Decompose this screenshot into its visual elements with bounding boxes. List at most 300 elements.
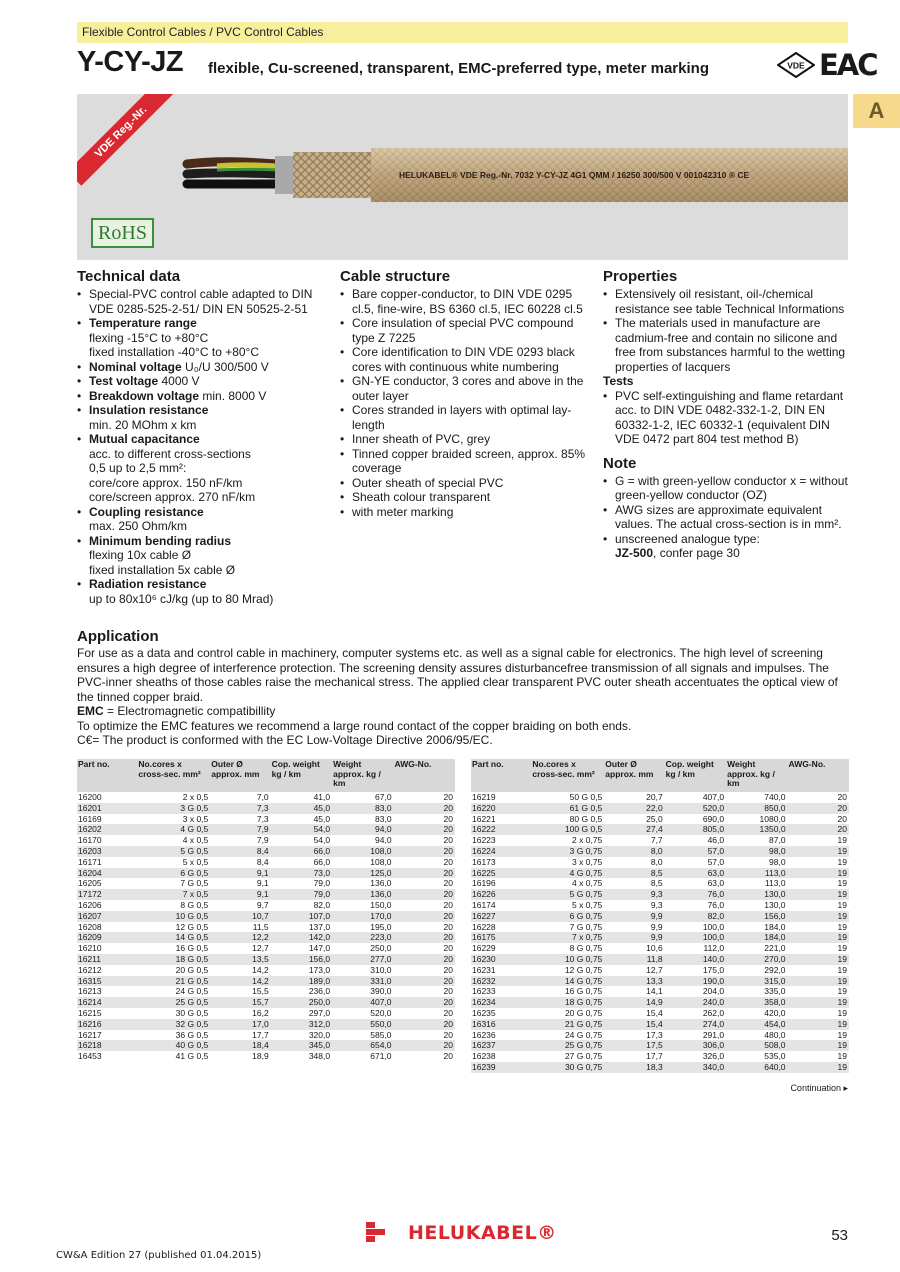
table-row bbox=[471, 911, 849, 922]
cell-part-no: 16210 bbox=[78, 943, 102, 954]
cell-copper-weight: 805,0 bbox=[665, 824, 726, 835]
edition-note: CW&A Edition 27 (published 01.04.2015) bbox=[56, 1250, 262, 1261]
cell-awg: 19 bbox=[837, 943, 847, 954]
cell-awg: 19 bbox=[788, 954, 849, 965]
table-row bbox=[77, 965, 455, 976]
cell-copper-weight: 45,0 bbox=[313, 813, 331, 824]
cell-awg: 20 bbox=[443, 899, 453, 910]
cell-outer-diameter: 27,4 bbox=[604, 824, 664, 835]
cell-part-no: 16227 bbox=[471, 911, 531, 922]
cell-cores: 7 G 0,75 bbox=[569, 921, 603, 932]
cell-outer-diameter: 8,5 bbox=[604, 868, 664, 879]
cell-cores: 4 G 0,5 bbox=[137, 824, 210, 835]
cell-copper-weight: 306,0 bbox=[665, 1040, 726, 1051]
table-row bbox=[471, 1062, 849, 1073]
cell-part-no: 16171 bbox=[78, 856, 102, 867]
cell-weight: 315,0 bbox=[726, 976, 787, 987]
cell-weight: 480,0 bbox=[764, 1029, 786, 1040]
cell-weight: 195,0 bbox=[370, 921, 392, 932]
technical-data-list bbox=[77, 287, 327, 606]
cell-cores: 5 x 0,5 bbox=[182, 856, 209, 867]
cell-cores: 16 G 0,75 bbox=[564, 986, 603, 997]
cell-cores: 12 G 0,5 bbox=[175, 921, 209, 932]
mutual-line: core/core approx. 150 nF/km bbox=[89, 475, 243, 490]
cell-copper-weight: 147,0 bbox=[308, 943, 331, 954]
cell-copper-weight: 250,0 bbox=[271, 997, 332, 1008]
cell-copper-weight: 100,0 bbox=[665, 932, 726, 943]
cell-awg: 20 bbox=[394, 1040, 455, 1051]
cell-part-no: 16205 bbox=[78, 878, 102, 889]
inner-sheath bbox=[275, 156, 295, 194]
table-row bbox=[471, 954, 849, 965]
cell-weight: 640,0 bbox=[726, 1062, 787, 1073]
breakdown-value: min. 8000 V bbox=[202, 388, 267, 403]
cell-cores: 40 G 0,5 bbox=[137, 1040, 210, 1051]
cell-part-no: 16221 bbox=[472, 813, 496, 824]
cell-part-no: 16213 bbox=[78, 986, 102, 997]
cell-outer-diameter: 17,0 bbox=[210, 1019, 270, 1030]
vde-logo-text: VDE bbox=[787, 60, 805, 71]
col-header-part: Part no. bbox=[471, 759, 531, 792]
cell-awg: 19 bbox=[837, 1051, 847, 1062]
nominal-value: U₀/U 300/500 V bbox=[185, 359, 269, 374]
list-item bbox=[77, 577, 327, 592]
cell-outer-diameter: 15,5 bbox=[252, 986, 269, 997]
mutual-line: core/screen approx. 270 nF/km bbox=[89, 490, 256, 504]
cell-awg: 19 bbox=[837, 921, 847, 932]
cell-awg: 20 bbox=[443, 943, 453, 954]
table-row bbox=[471, 792, 849, 803]
table-row bbox=[77, 803, 455, 814]
cell-awg: 20 bbox=[394, 976, 455, 987]
cell-weight: 535,0 bbox=[764, 1051, 786, 1062]
cell-awg: 20 bbox=[394, 1019, 455, 1030]
cell-weight: 87,0 bbox=[769, 835, 786, 846]
cell-weight: 250,0 bbox=[370, 943, 392, 954]
coupling-label: Coupling resistance bbox=[89, 504, 204, 519]
cell-cores: 30 G 0,75 bbox=[531, 1062, 604, 1073]
cell-cores: 4 x 0,5 bbox=[182, 835, 209, 846]
cell-part-no: 16217 bbox=[78, 1029, 102, 1040]
cell-awg: 20 bbox=[394, 997, 455, 1008]
cable-print: HELUKABEL® VDE Reg.-Nr. 7032 Y-CY-JZ 4G1 QMM / 16250 300/500 V 001042310 ® CE bbox=[399, 170, 750, 180]
cell-part-no: 16208 bbox=[78, 921, 102, 932]
cell-part-no: 16196 bbox=[472, 878, 496, 889]
list-item: • Sheath colour transparent bbox=[340, 490, 590, 505]
cell-awg: 19 bbox=[788, 1019, 849, 1030]
cell-awg: 20 bbox=[443, 792, 453, 802]
cell-part-no: 16220 bbox=[471, 803, 531, 814]
application-body: For use as a data and control cable in machinery, computer systems etc. as well as a signal cable for electronics. The high level of screening ensures a high degree of interference protection. The screening density assures disturbancefree transmission of all signals and impulses. The PVC-inner sheaths of those cables raise the mechanical stress. The applied clear transparent PVC outer sheath accentuates the optical view of the tinned copper braid. bbox=[77, 646, 838, 704]
table-row bbox=[471, 965, 849, 976]
temp-label: Temperature range bbox=[89, 316, 197, 330]
cell-part-no: 16175 bbox=[471, 932, 531, 943]
cell-awg: 19 bbox=[837, 899, 847, 910]
cell-part-no: 16200 bbox=[78, 792, 102, 802]
cell-weight: 585,0 bbox=[370, 1029, 392, 1040]
list-item: • Special-PVC control cable adapted to DIN VDE 0285-525-2-51/ DIN EN 50525-2-51 bbox=[77, 287, 327, 316]
cell-outer-diameter: 12,7 bbox=[252, 943, 269, 954]
cell-cores: 5 x 0,75 bbox=[572, 899, 603, 910]
cell-copper-weight: 175,0 bbox=[702, 964, 725, 975]
cell-cores: 100 G 0,5 bbox=[531, 824, 604, 835]
cell-awg: 19 bbox=[788, 997, 849, 1008]
breakdown-label: Breakdown voltage bbox=[89, 388, 200, 403]
cell-awg: 19 bbox=[788, 911, 849, 922]
cell-awg: 20 bbox=[443, 1029, 453, 1040]
cell-part-no: 16209 bbox=[77, 932, 137, 943]
cell-copper-weight: 137,0 bbox=[308, 921, 331, 932]
cell-cores: 25 G 0,5 bbox=[137, 997, 210, 1008]
table-row bbox=[77, 824, 455, 835]
cell-cores: 80 G 0,5 bbox=[569, 813, 603, 824]
cell-awg: 19 bbox=[788, 1062, 849, 1073]
list-item: • G = with green-yellow conductor x = without green-yellow conductor (OZ) bbox=[603, 474, 855, 503]
table-row bbox=[77, 846, 455, 857]
cell-part-no: 16236 bbox=[472, 1029, 496, 1040]
cell-weight: 358,0 bbox=[726, 997, 787, 1008]
table-row bbox=[77, 954, 455, 965]
cell-part-no: 16206 bbox=[78, 899, 102, 910]
list-item bbox=[77, 432, 327, 447]
cell-copper-weight: 520,0 bbox=[665, 803, 726, 814]
cell-cores: 50 G 0,5 bbox=[569, 792, 603, 802]
table-row bbox=[77, 922, 455, 933]
cell-cores: 16 G 0,5 bbox=[175, 943, 209, 954]
cell-weight: 83,0 bbox=[375, 813, 392, 824]
cell-weight: 277,0 bbox=[332, 954, 393, 965]
cell-part-no: 16239 bbox=[471, 1062, 531, 1073]
cell-copper-weight: 82,0 bbox=[665, 911, 726, 922]
properties-list bbox=[603, 287, 855, 374]
table-row bbox=[77, 1008, 455, 1019]
cell-weight: 98,0 bbox=[769, 856, 786, 867]
cell-weight: 407,0 bbox=[332, 997, 393, 1008]
cable-structure-list bbox=[340, 287, 590, 519]
cell-weight: 94,0 bbox=[375, 835, 392, 846]
cell-weight: 292,0 bbox=[764, 964, 786, 975]
cell-awg: 20 bbox=[394, 932, 455, 943]
cell-weight: 850,0 bbox=[726, 803, 787, 814]
cell-weight: 454,0 bbox=[726, 1019, 787, 1030]
cell-weight: 136,0 bbox=[370, 878, 392, 889]
cell-cores: 27 G 0,75 bbox=[564, 1051, 603, 1062]
cell-awg: 20 bbox=[394, 824, 455, 835]
cell-awg: 19 bbox=[788, 868, 849, 879]
list-item: • Bare copper-conductor, to DIN VDE 0295 cl.5, fine-wire, BS 6360 cl.5, IEC 60228 cl.5 bbox=[340, 287, 590, 316]
cable-image bbox=[77, 94, 848, 260]
page-subtitle: flexible, Cu-screened, transparent, EMC-preferred type, meter marking bbox=[208, 60, 709, 77]
cell-cores: 6 G 0,75 bbox=[531, 911, 604, 922]
radiation-label: Radiation resistance bbox=[89, 577, 207, 591]
cell-part-no: 16225 bbox=[471, 868, 531, 879]
cell-copper-weight: 63,0 bbox=[707, 878, 725, 889]
cell-outer-diameter: 7,3 bbox=[210, 803, 270, 814]
cell-weight: 67,0 bbox=[375, 792, 392, 802]
table-row bbox=[77, 911, 455, 922]
cell-cores: 8 G 0,75 bbox=[569, 943, 603, 954]
table-row bbox=[77, 814, 455, 825]
cell-outer-diameter: 13,5 bbox=[210, 954, 270, 965]
cell-copper-weight: 73,0 bbox=[271, 868, 332, 879]
cell-awg: 19 bbox=[788, 889, 849, 900]
cell-part-no: 16235 bbox=[472, 1007, 496, 1018]
list-item: • Outer sheath of special PVC bbox=[340, 476, 590, 491]
cell-outer-diameter: 8,0 bbox=[650, 856, 663, 867]
cell-weight: 671,0 bbox=[370, 1051, 392, 1062]
table-header-row bbox=[471, 759, 849, 792]
cell-copper-weight: 57,0 bbox=[707, 856, 725, 867]
cell-part-no: 16222 bbox=[471, 824, 531, 835]
cell-part-no: 16226 bbox=[471, 889, 531, 900]
cell-outer-diameter: 15,4 bbox=[604, 1019, 664, 1030]
cell-awg: 20 bbox=[837, 813, 847, 824]
cell-awg: 20 bbox=[394, 911, 455, 922]
cell-outer-diameter: 17,3 bbox=[646, 1029, 663, 1040]
cell-awg: 20 bbox=[443, 964, 453, 975]
bending-label: Minimum bending radius bbox=[89, 533, 232, 548]
cell-cores: 10 G 0,5 bbox=[137, 911, 210, 922]
list-item: • Extensively oil resistant, oil-/chemical resistance see table Technical Informations bbox=[603, 287, 855, 316]
cell-weight: 654,0 bbox=[332, 1040, 393, 1051]
title-row bbox=[77, 46, 877, 84]
cell-outer-diameter: 25,0 bbox=[646, 813, 663, 824]
cell-part-no: 16229 bbox=[472, 943, 496, 954]
table-row bbox=[471, 900, 849, 911]
cell-copper-weight: 63,0 bbox=[665, 868, 726, 879]
cell-cores: 14 G 0,75 bbox=[531, 976, 604, 987]
cell-awg: 19 bbox=[788, 1040, 849, 1051]
temp-fixed: fixed installation -40°C to +80°C bbox=[89, 345, 260, 359]
cell-awg: 20 bbox=[394, 889, 455, 900]
cell-cores: 24 G 0,75 bbox=[564, 1029, 603, 1040]
cell-copper-weight: 79,0 bbox=[313, 878, 331, 889]
table-row bbox=[471, 1019, 849, 1030]
table-row bbox=[77, 1040, 455, 1051]
note-tail: , confer page 30 bbox=[653, 546, 740, 560]
continuation-link[interactable]: Continuation ▸ bbox=[790, 1083, 848, 1093]
table-row bbox=[77, 1030, 455, 1041]
table-header-row bbox=[77, 759, 455, 792]
table-row bbox=[471, 889, 849, 900]
cell-copper-weight: 57,0 bbox=[665, 846, 726, 857]
test-label: Test voltage bbox=[89, 374, 159, 388]
cell-outer-diameter: 8,0 bbox=[604, 846, 664, 857]
cell-weight: 130,0 bbox=[726, 889, 787, 900]
cell-cores: 8 G 0,5 bbox=[180, 899, 209, 910]
cell-outer-diameter: 7,0 bbox=[256, 792, 269, 802]
col-header-awg: AWG-No. bbox=[394, 759, 455, 792]
cell-weight: 113,0 bbox=[764, 878, 786, 889]
bending-flex: flexing 10x cable Ø bbox=[89, 548, 192, 562]
cable-illustration bbox=[77, 94, 848, 260]
cell-weight: 310,0 bbox=[370, 964, 392, 975]
cell-cores: 7 G 0,5 bbox=[180, 878, 209, 889]
bending-fixed: fixed installation 5x cable Ø bbox=[89, 562, 236, 577]
application-section bbox=[77, 628, 852, 748]
table-row bbox=[471, 846, 849, 857]
copper-braid bbox=[293, 152, 373, 198]
cell-outer-diameter: 9,1 bbox=[256, 878, 269, 889]
cell-outer-diameter: 9,3 bbox=[604, 889, 664, 900]
cell-copper-weight: 326,0 bbox=[702, 1051, 725, 1062]
cell-copper-weight: 54,0 bbox=[313, 835, 331, 846]
col-header-awg: AWG-No. bbox=[788, 759, 849, 792]
cell-awg: 20 bbox=[443, 986, 453, 997]
section-tab[interactable]: A bbox=[853, 94, 900, 128]
note-link[interactable]: JZ-500 bbox=[615, 546, 654, 560]
cell-weight: 1080,0 bbox=[759, 813, 786, 824]
cell-part-no: 16216 bbox=[77, 1019, 137, 1030]
cell-copper-weight: 407,0 bbox=[702, 792, 725, 802]
table-row bbox=[471, 857, 849, 868]
cell-cores: 3 G 0,75 bbox=[531, 846, 604, 857]
cell-outer-diameter: 9,9 bbox=[604, 911, 664, 922]
cell-awg: 20 bbox=[443, 856, 453, 867]
cell-awg: 20 bbox=[443, 921, 453, 932]
cell-outer-diameter: 9,1 bbox=[210, 868, 270, 879]
table-row bbox=[77, 835, 455, 846]
cell-cores: 24 G 0,5 bbox=[175, 986, 209, 997]
cell-awg: 19 bbox=[788, 846, 849, 857]
list-item: • Tinned copper braided screen, approx. 85% coverage bbox=[340, 447, 590, 476]
cell-awg: 20 bbox=[394, 846, 455, 857]
note-last: unscreened analogue type: bbox=[615, 531, 760, 546]
cell-awg: 19 bbox=[837, 1029, 847, 1040]
table-row bbox=[471, 1030, 849, 1041]
technical-data-section bbox=[77, 268, 327, 606]
tests-list bbox=[603, 389, 855, 447]
cell-outer-diameter: 11,5 bbox=[252, 921, 269, 932]
coupling-value: max. 250 Ohm/km bbox=[89, 519, 188, 533]
list-item: • PVC self-extinguishing and flame retardant acc. to DIN VDE 0482-332-1-2, DIN EN 60332-1-2, IEC 60332-1 (equivalent DIN VDE 0472 part 804 test method B) bbox=[603, 389, 855, 447]
cell-outer-diameter: 18,9 bbox=[252, 1051, 269, 1062]
cell-weight: 108,0 bbox=[332, 846, 393, 857]
cell-copper-weight: 297,0 bbox=[308, 1007, 331, 1018]
cell-awg: 20 bbox=[788, 824, 849, 835]
cell-cores: 5 G 0,5 bbox=[137, 846, 210, 857]
cell-copper-weight: 54,0 bbox=[271, 824, 332, 835]
cell-cores: 2 x 0,75 bbox=[572, 835, 603, 846]
cell-outer-diameter: 7,9 bbox=[210, 824, 270, 835]
cell-outer-diameter: 18,4 bbox=[210, 1040, 270, 1051]
cell-copper-weight: 173,0 bbox=[308, 964, 331, 975]
cell-part-no: 16233 bbox=[472, 986, 496, 997]
radiation-value: up to 80x10⁶ cJ/kg (up to 80 Mrad) bbox=[89, 591, 274, 606]
list-item: • The materials used in manufacture are cadmium-free and contain no silicone and free from substances harmful to the wetting properties of lacquers bbox=[603, 316, 855, 374]
cell-cores: 32 G 0,5 bbox=[137, 1019, 210, 1030]
cell-outer-diameter: 8,4 bbox=[256, 856, 269, 867]
table-row bbox=[471, 868, 849, 879]
table-row bbox=[471, 814, 849, 825]
col-header-cop: Cop. weight kg / km bbox=[665, 759, 726, 792]
breadcrumb: Flexible Control Cables / PVC Control Cables bbox=[77, 22, 848, 43]
cell-outer-diameter: 14,2 bbox=[210, 976, 270, 987]
cell-part-no: 16218 bbox=[77, 1040, 137, 1051]
col-header-outer: Outer Ø approx. mm bbox=[210, 759, 270, 792]
mutual-label: Mutual capacitance bbox=[89, 432, 200, 446]
cell-outer-diameter: 15,4 bbox=[646, 1007, 663, 1018]
cell-weight: 113,0 bbox=[726, 868, 787, 879]
cell-copper-weight: 340,0 bbox=[665, 1062, 726, 1073]
table-row bbox=[77, 900, 455, 911]
vde-logo-icon bbox=[777, 52, 815, 78]
cell-weight: 520,0 bbox=[370, 1007, 392, 1018]
list-item: • GN-YE conductor, 3 cores and above in the outer layer bbox=[340, 374, 590, 403]
list-item bbox=[77, 374, 327, 389]
cell-copper-weight: 79,0 bbox=[271, 889, 332, 900]
list-item: • Core identification to DIN VDE 0293 black cores with continuous white numbering bbox=[340, 345, 590, 374]
table-row bbox=[77, 857, 455, 868]
nominal-label: Nominal voltage bbox=[89, 359, 182, 374]
cell-weight: 221,0 bbox=[764, 943, 786, 954]
list-item bbox=[77, 316, 327, 331]
cell-cores: 25 G 0,75 bbox=[531, 1040, 604, 1051]
mutual-line: acc. to different cross-sections bbox=[89, 446, 251, 461]
col-header-part: Part no. bbox=[77, 759, 137, 792]
cell-part-no: 16173 bbox=[472, 856, 496, 867]
cell-cores: 20 G 0,5 bbox=[175, 964, 209, 975]
cell-outer-diameter: 7,3 bbox=[256, 813, 269, 824]
table-row bbox=[471, 803, 849, 814]
cell-outer-diameter: 12,7 bbox=[646, 964, 663, 975]
cell-awg: 20 bbox=[394, 803, 455, 814]
cell-weight: 270,0 bbox=[726, 954, 787, 965]
table-row bbox=[77, 986, 455, 997]
cell-awg: 19 bbox=[837, 986, 847, 997]
cell-cores: 21 G 0,5 bbox=[137, 976, 210, 987]
cell-copper-weight: 204,0 bbox=[702, 986, 725, 997]
table-row bbox=[471, 1040, 849, 1051]
table-row bbox=[77, 1051, 455, 1062]
cell-cores: 5 G 0,75 bbox=[531, 889, 604, 900]
cell-copper-weight: 66,0 bbox=[313, 856, 331, 867]
cell-awg: 19 bbox=[837, 835, 847, 846]
table-row bbox=[77, 932, 455, 943]
cell-weight: 170,0 bbox=[332, 911, 393, 922]
cell-part-no: 17172 bbox=[77, 889, 137, 900]
table-row bbox=[471, 922, 849, 933]
cell-outer-diameter: 20,7 bbox=[646, 792, 663, 802]
technical-data-heading: Technical data bbox=[77, 268, 181, 285]
cell-weight: 420,0 bbox=[764, 1007, 786, 1018]
cell-part-no: 16170 bbox=[78, 835, 102, 846]
application-heading: Application bbox=[77, 628, 159, 645]
list-item bbox=[77, 389, 327, 404]
cell-copper-weight: 112,0 bbox=[703, 943, 725, 954]
cell-outer-diameter: 18,3 bbox=[604, 1062, 664, 1073]
cell-outer-diameter: 8,4 bbox=[210, 846, 270, 857]
table-row bbox=[471, 943, 849, 954]
cell-part-no: 16231 bbox=[472, 964, 496, 975]
eac-logo: EAC bbox=[819, 48, 877, 82]
table-row bbox=[471, 1008, 849, 1019]
cell-part-no: 16214 bbox=[77, 997, 137, 1008]
emc-text: = Electromagnetic compatibillity bbox=[103, 704, 276, 718]
cell-weight: 550,0 bbox=[332, 1019, 393, 1030]
cell-awg: 19 bbox=[837, 856, 847, 867]
col-header-outer: Outer Ø approx. mm bbox=[604, 759, 664, 792]
cell-weight: 223,0 bbox=[332, 932, 393, 943]
cell-awg: 19 bbox=[788, 932, 849, 943]
table-row bbox=[471, 932, 849, 943]
cell-weight: 108,0 bbox=[370, 856, 392, 867]
cell-part-no: 16230 bbox=[471, 954, 531, 965]
cell-cores: 21 G 0,75 bbox=[531, 1019, 604, 1030]
table-row bbox=[471, 824, 849, 835]
cell-cores: 20 G 0,75 bbox=[564, 1007, 603, 1018]
table-row bbox=[77, 976, 455, 987]
